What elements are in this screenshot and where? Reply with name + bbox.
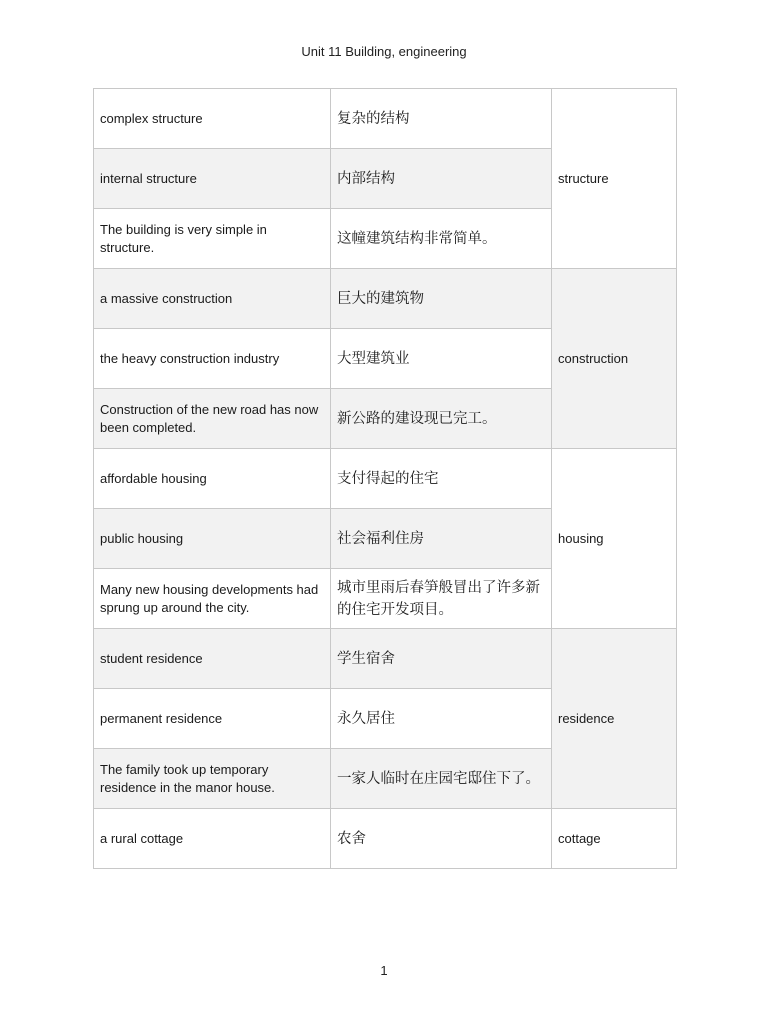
- page-number: 1: [380, 963, 388, 978]
- english-phrase: the heavy construction industry: [94, 329, 331, 389]
- head-word: construction: [552, 269, 677, 449]
- english-phrase: complex structure: [94, 89, 331, 149]
- english-phrase: Many new housing developments had sprung up around the city.: [94, 569, 331, 629]
- table-row: [94, 629, 677, 689]
- chinese-translation: 农舍: [331, 809, 552, 869]
- chinese-translation: 永久居住: [331, 689, 552, 749]
- chinese-translation: 这幢建筑结构非常简单。: [331, 209, 552, 269]
- head-word: housing: [552, 449, 677, 629]
- head-word: residence: [552, 629, 677, 809]
- chinese-translation: 大型建筑业: [331, 329, 552, 389]
- english-phrase: internal structure: [94, 149, 331, 209]
- table-row: [94, 269, 677, 329]
- chinese-translation: 新公路的建设现已完工。: [331, 389, 552, 449]
- chinese-translation: 支付得起的住宅: [331, 449, 552, 509]
- chinese-translation: 一家人临时在庄园宅邸住下了。: [331, 749, 552, 809]
- table-row: [94, 809, 677, 869]
- head-word: structure: [552, 89, 677, 269]
- english-phrase: The family took up temporary residence in the manor house.: [94, 749, 331, 809]
- table-row: [94, 449, 677, 509]
- chinese-translation: 社会福利住房: [331, 509, 552, 569]
- english-phrase: Construction of the new road has now been completed.: [94, 389, 331, 449]
- head-word: cottage: [552, 809, 677, 869]
- chinese-translation: 内部结构: [331, 149, 552, 209]
- page-header: Unit 11 Building, engineering: [301, 44, 467, 59]
- chinese-translation: 巨大的建筑物: [331, 269, 552, 329]
- table-row: [94, 89, 677, 149]
- english-phrase: permanent residence: [94, 689, 331, 749]
- vocabulary-table: [93, 88, 677, 869]
- english-phrase: student residence: [94, 629, 331, 689]
- english-phrase: a massive construction: [94, 269, 331, 329]
- english-phrase: The building is very simple in structure.: [94, 209, 331, 269]
- chinese-translation: 学生宿舍: [331, 629, 552, 689]
- english-phrase: a rural cottage: [94, 809, 331, 869]
- chinese-translation: 复杂的结构: [331, 89, 552, 149]
- english-phrase: public housing: [94, 509, 331, 569]
- english-phrase: affordable housing: [94, 449, 331, 509]
- chinese-translation: 城市里雨后春笋般冒出了许多新的住宅开发项目。: [331, 569, 552, 629]
